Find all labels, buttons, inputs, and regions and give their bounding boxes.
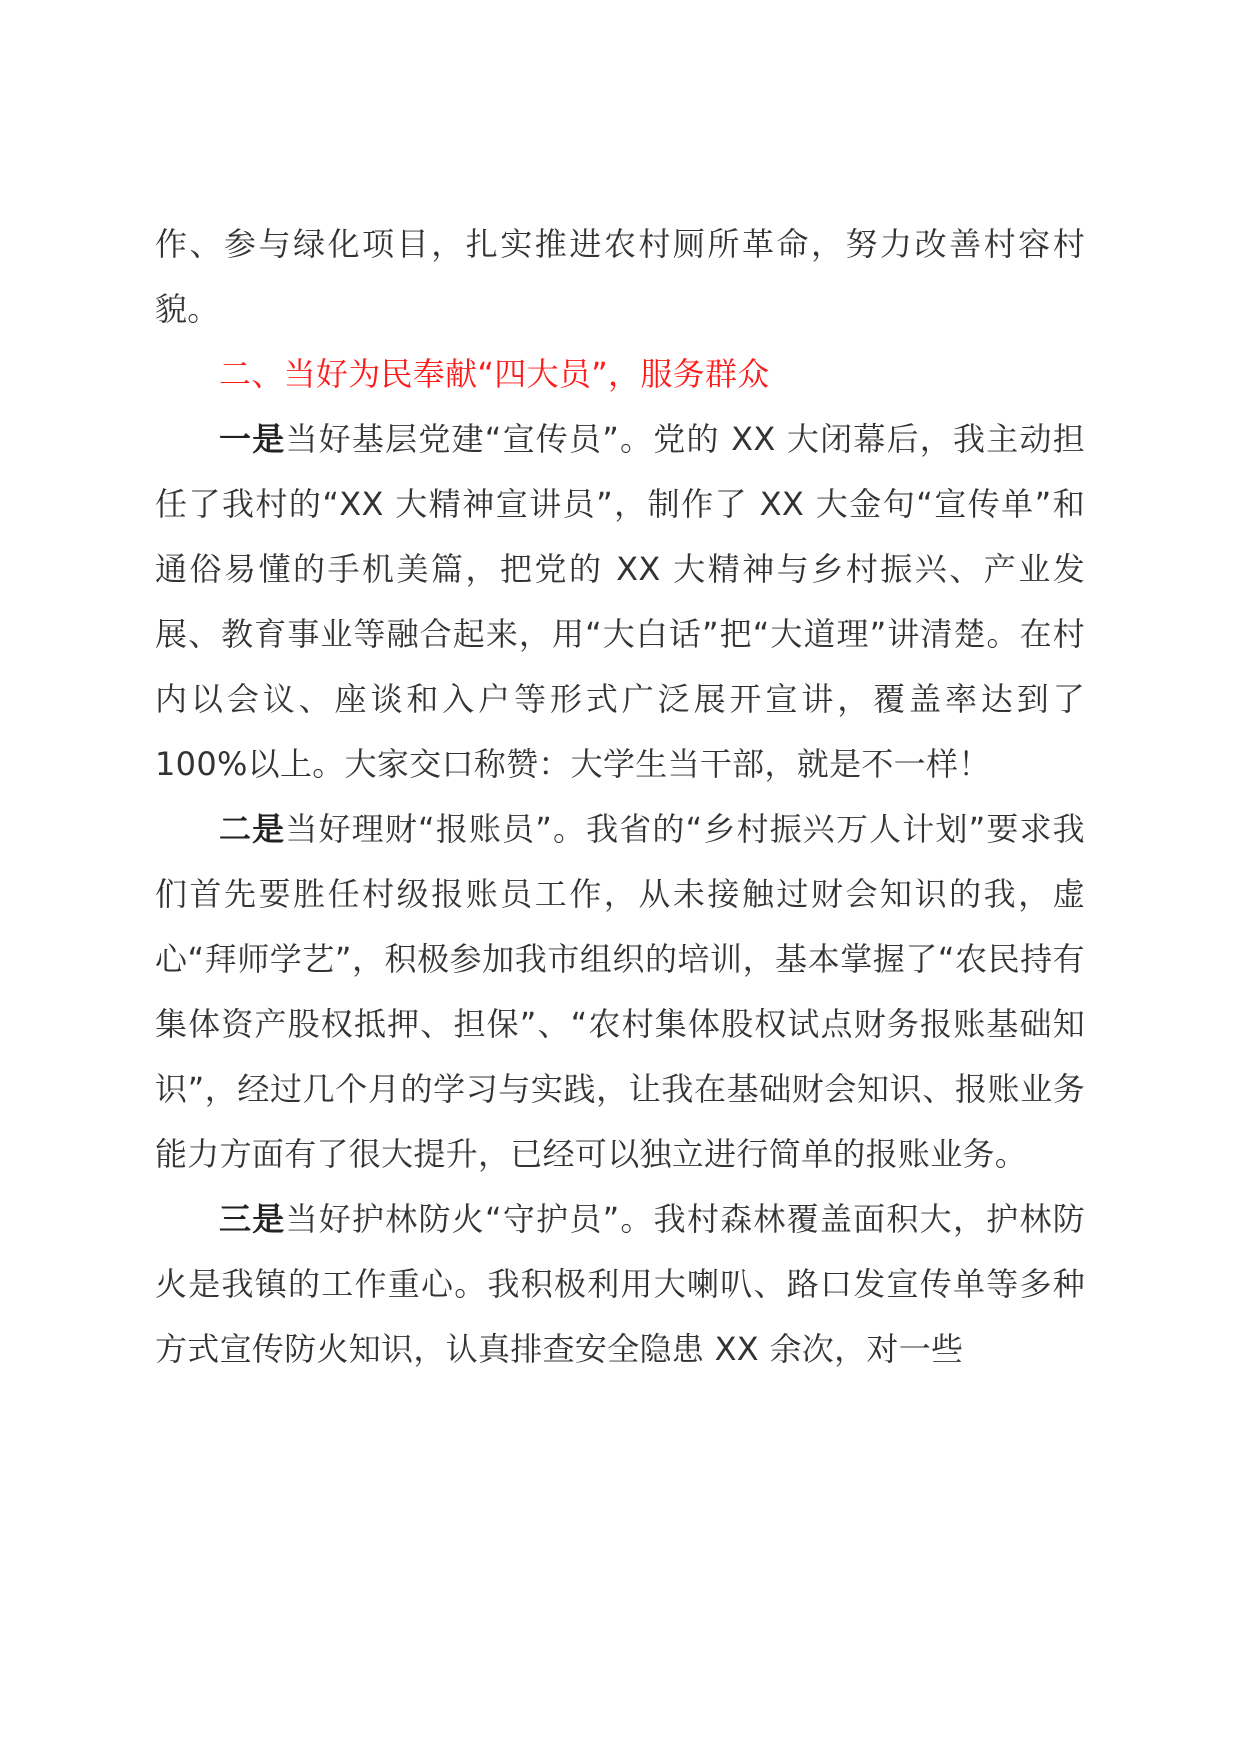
paragraph-text-1: 当好基层党建“宣传员”。党的 XX 大闭幕后，我主动担任了我村的“XX 大精神宣讲员”，制作了 XX 大金句“宣传单”和通俗易懂的手机美篇，把党的 XX 大精神与乡村振兴、产业发展、教育事业等融合起来，用“大白话”把“大道理”讲清楚。在村内以会议、座谈和入户等形式广泛展开宣讲，覆盖率达到了 100%以上。大家交口称赞：大学生当干部，就是不一样！ bbox=[155, 420, 1085, 783]
paragraph-lead-1: 一是 bbox=[219, 420, 286, 458]
section-heading: 二、当好为民奉献“四大员”，服务群众 bbox=[219, 355, 770, 393]
paragraph-lead-3: 三是 bbox=[219, 1200, 286, 1238]
paragraph-item-2 bbox=[155, 797, 1085, 1187]
paragraph-text-2: 当好理财“报账员”。我省的“乡村振兴万人计划”要求我们首先要胜任村级报账员工作，从未接触过财会知识的我，虚心“拜师学艺”，积极参加我市组织的培训，基本掌握了“农民持有集体资产股权抵押、担保”、“农村集体股权试点财务报账基础知识”，经过几个月的学习与实践，让我在基础财会知识、报账业务能力方面有了很大提升，已经可以独立进行简单的报账业务。 bbox=[155, 810, 1085, 1173]
paragraph-text-3: 当好护林防火“守护员”。我村森林覆盖面积大，护林防火是我镇的工作重心。我积极利用大喇叭、路口发宣传单等多种方式宣传防火知识，认真排查安全隐患 XX 余次，对一些 bbox=[155, 1200, 1085, 1368]
document-body bbox=[155, 212, 1085, 1382]
paragraph-lead-2: 二是 bbox=[219, 810, 286, 848]
paragraph-continuation: 作、参与绿化项目，扎实推进农村厕所革命，努力改善村容村貌。 bbox=[155, 225, 1085, 328]
paragraph-item-1 bbox=[155, 407, 1085, 797]
paragraph-item-3 bbox=[155, 1187, 1085, 1382]
